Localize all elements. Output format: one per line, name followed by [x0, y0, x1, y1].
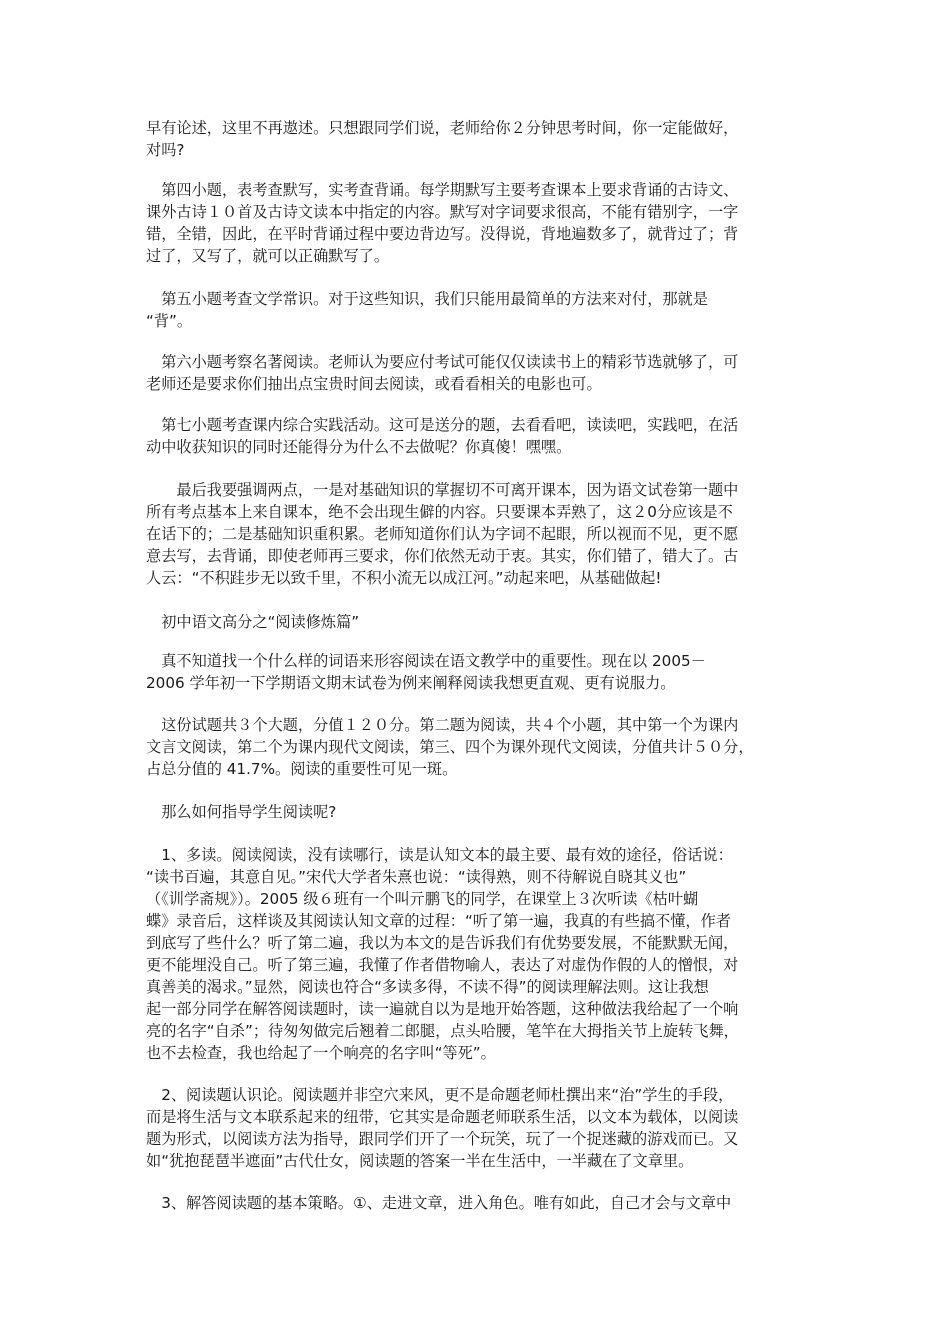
- text-line: 1、多读。阅读阅读，没有读哪行，读是认知文本的最主要、最有效的途径，俗话说：: [146, 846, 733, 864]
- text-line: 意去写，去背诵，即使老师再三要求，你们依然无动于衷。其实，你们错了，错大了。古: [146, 547, 739, 565]
- text-line: 3、解答阅读题的基本策略。①、走进文章，进入角色。唯有如此，自己才会与文章中: [146, 1194, 732, 1212]
- paragraph: [146, 479, 806, 589]
- paragraph: [146, 650, 806, 694]
- text-line: 更不能埋没自己。听了第三遍，我懂了作者借物喻人，表达了对虚伪作假的人的憎恨，对: [146, 956, 739, 974]
- text-line: 真善美的渴求。”显然，阅读也符合“多读多得，不读不得”的阅读理解法则。这让我想: [146, 978, 709, 996]
- text-line: 而是将生活与文本联系起来的纽带，它其实是命题老师联系生活，以文本为载体，以阅读: [146, 1108, 739, 1126]
- text-line: 过了，又写了，就可以正确默写了。: [146, 247, 389, 265]
- text-line: “读书百遍，其意自见。”宋代大学者朱熹也说：“读得熟，则不待解说自晓其义也”: [146, 868, 687, 886]
- text-line: 真不知道找一个什么样的词语来形容阅读在语文教学中的重要性。现在以 2005－: [146, 652, 706, 670]
- paragraph: [146, 117, 806, 161]
- text-line: 最后我要强调两点，一是对基础知识的掌握切不可离开课本，因为语文试卷第一题中: [146, 481, 739, 499]
- text-line: 初中语文高分之“阅读修炼篇”: [146, 613, 360, 631]
- paragraph: [146, 1192, 806, 1214]
- text-line: 蝶》录音后，这样谈及其阅读认知文章的过程：“听了第一遍，我真的有些搞不懂，作者: [146, 912, 731, 930]
- paragraph: [146, 414, 806, 458]
- paragraph: [146, 844, 806, 1064]
- paragraph: [146, 714, 806, 780]
- text-line: 那么如何指导学生阅读呢?: [146, 803, 337, 821]
- text-line: 早有论述，这里不再遨述。只想跟同学们说，老师给你２分钟思考时间，你一定能做好，: [146, 119, 739, 137]
- text-line: 人云：“不积跬步无以致千里，不积小流无以成江河。”动起来吧，从基础做起!: [146, 569, 662, 587]
- text-line: 第六小题考察名著阅读。老师认为要应付考试可能仅仅读读书上的精彩节选就够了，可: [146, 353, 739, 371]
- paragraph: [146, 1084, 806, 1172]
- text-line: 题为形式，以阅读方法为指导，跟同学们开了一个玩笑，玩了一个捉迷藏的游戏而已。又: [146, 1130, 739, 1148]
- paragraph: [146, 351, 806, 395]
- text-line: 第四小题，表考查默写，实考查背诵。每学期默写主要考查课本上要求背诵的古诗文、: [146, 181, 739, 199]
- section-heading: [146, 611, 806, 633]
- text-line: 错，全错，因此，在平时背诵过程中要边背边写。没得说，背地遍数多了，就背过了；背: [146, 225, 739, 243]
- text-line: 到底写了些什么？听了第二遍，我以为本文的是告诉我们有优势要发展，不能默默无闻，: [146, 934, 739, 952]
- text-line: （《训学斋规》）。2005 级６班有一个叫亓鹏飞的同学，在课堂上３次听读《枯叶蝴: [146, 890, 699, 908]
- text-line: 2、阅读题认识论。阅读题并非空穴来风，更不是命题老师杜撰出来“治”学生的手段，: [146, 1086, 734, 1104]
- text-line: 对吗?: [146, 141, 185, 159]
- text-line: 第七小题考查课内综合实践活动。这可是送分的题，去看看吧，读读吧，实践吧，在活: [146, 416, 739, 434]
- text-line: 第五小题考查文学常识。对于这些知识，我们只能用最简单的方法来对付，那就是: [146, 290, 708, 308]
- text-line: 亮的名字“自杀”；待匆匆做完后翘着二郎腿，点头哈腰，笔竿在大拇指关节上旋转飞舞，: [146, 1022, 739, 1040]
- paragraph: [146, 288, 806, 332]
- text-line: 如“犹抱琵琶半遮面”古代仕女，阅读题的答案一半在生活中，一半藏在了文章里。: [146, 1152, 694, 1170]
- text-line: 占总分值的 41.7%。阅读的重要性可见一斑。: [146, 760, 458, 778]
- paragraph: [146, 801, 806, 823]
- text-line: 文言文阅读，第二个为课内现代文阅读，第三、四个为课外现代文阅读，分值共计５０分，: [146, 738, 754, 756]
- text-line: 在话下的；二是基础知识重积累。老师知道你们认为字词不起眼，所以视而不见，更不愿: [146, 525, 739, 543]
- text-line: 也不去检查，我也给起了一个响亮的名字叫“等死”。: [146, 1044, 496, 1062]
- text-line: 所有考点基本上来自课本，绝不会出现生僻的内容。只要课本弄熟了，这２0分应该是不: [146, 503, 733, 521]
- text-line: 动中收获知识的同时还能得分为什么不去做呢？你真傻！嘿嘿。: [146, 438, 572, 456]
- text-line: 这份试题共３个大题，分值１２０分。第二题为阅读，共４个小题，其中第一个为课内: [146, 716, 739, 734]
- text-line: 2006 学年初一下学期语文期末试卷为例来阐释阅读我想更直观、更有说服力。: [146, 674, 676, 692]
- text-line: 老师还是要求你们抽出点宝贵时间去阅读，或看看相关的电影也可。: [146, 375, 602, 393]
- text-line: 课外古诗１０首及古诗文读本中指定的内容。默写对字词要求很高，不能有错别字，一字: [146, 203, 739, 221]
- paragraph: [146, 179, 806, 267]
- text-line: 起一部分同学在解答阅读题时，读一遍就自以为是地开始答题，这种做法我给起了一个响: [146, 1000, 739, 1018]
- text-line: “背”。: [146, 312, 193, 330]
